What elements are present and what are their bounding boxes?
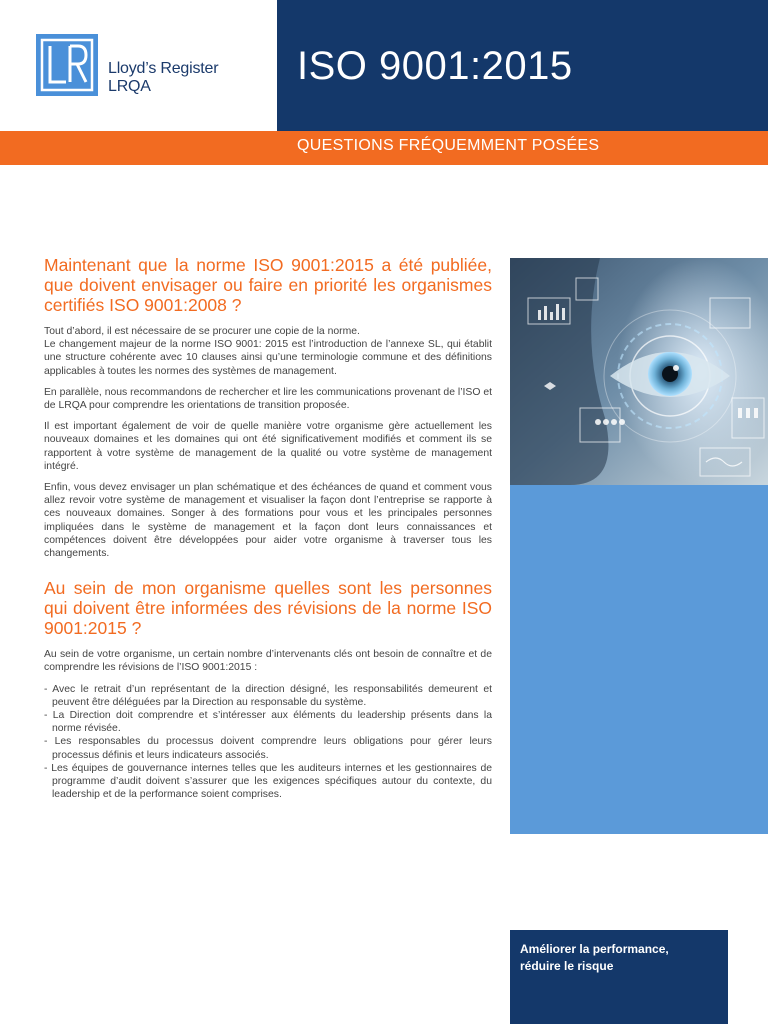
lr-logo-mark [36,34,98,96]
brand-line-2: LRQA [108,78,151,95]
paragraph-1 [44,325,492,378]
promo-line-1: Améliorer la performance, [520,942,669,956]
list-item: - Les équipes de gouvernance internes telles que les auditeurs internes et les gestionnaires de programme d’audit doivent s’assurer que les exigences spécifiques autour du contexte, du leadership et de la performance soient comprises. [44,762,492,801]
document-title: ISO 9001:2015 [297,44,573,88]
paragraph-3: Il est important également de voir de quelle manière votre organisme gère actuellement les nouveaux domaines et les domaines qui ont été significativement modifiés et comment ils se rapportent à votre système de management de la qualité ou votre système de management intégré. [44,421,492,472]
faq-subtitle: QUESTIONS FRÉQUEMMENT POSÉES [297,137,600,154]
logo-area [0,0,277,131]
lr-logo-icon [36,34,98,96]
question-heading-2: Au sein de mon organisme quelles sont les personnes qui doivent être informées des révisions de la norme ISO 9001:2015 ? [44,578,492,639]
paragraph-2: En parallèle, nous recommandons de rechercher et lire les communications provenant de l’ISO et de LRQA pour comprendre les orientations de transition proposée. [44,386,492,412]
question-heading-1: Maintenant que la norme ISO 9001:2015 a été publiée, que doivent envisager ou faire en priorité les organismes certifiés ISO 9001:2008 ? [44,255,492,315]
paragraph-4: Enfin, vous devez envisager un plan schématique et des échéances de quand et comment vous allez revoir votre système de management et visualiser la façon dont l’entreprise se rapporte à ces nouveaux domaines. Songer à des formations pour vous et les principales personnes impliquées dans le système de management et la façon dont leurs connaissances et compétences doivent être développées pour aider votre organisme à traverser tous les changements. [44,482,492,560]
main-content [44,255,492,801]
paragraph-1-line-1: Tout d’abord, il est nécessaire de se procurer une copie de la norme. [44,326,360,337]
list-item: - La Direction doit comprendre et s’intéresser aux éléments du leadership présents dans la norme révisée. [44,710,492,735]
list-item: - Avec le retrait d’un représentant de la direction désigné, les responsabilités demeurent et peuvent être déléguées par la Direction au responsable du système. [44,683,492,708]
hero-image [510,258,768,485]
list-item: - Les responsables du processus doivent comprendre leurs obligations pour gérer leurs processus définis et leurs indicateurs associés. [44,736,492,761]
eye-tech-illustration [510,258,768,485]
brand-name [108,60,218,96]
paragraph-intro-2: Au sein de votre organisme, un certain nombre d’intervenants clés ont besoin de connaître et de comprendre les révisions de l’ISO 9001:2015 : [44,649,492,674]
side-color-panel [510,485,768,834]
promo-line-2: réduire le risque [520,959,614,973]
paragraph-1-line-2: Le changement majeur de la norme ISO 9001: 2015 est l’introduction de l’annexe SL, qui établit une structure cohérente avec 10 clauses ainsi qu’une terminologie commune et des définitions applicables à toutes les normes des systèmes de management. [44,339,492,377]
title-banner [277,0,768,131]
stakeholder-list [44,683,492,802]
promo-box [510,930,728,1024]
brand-line-1: Lloyd’s Register [108,60,219,77]
